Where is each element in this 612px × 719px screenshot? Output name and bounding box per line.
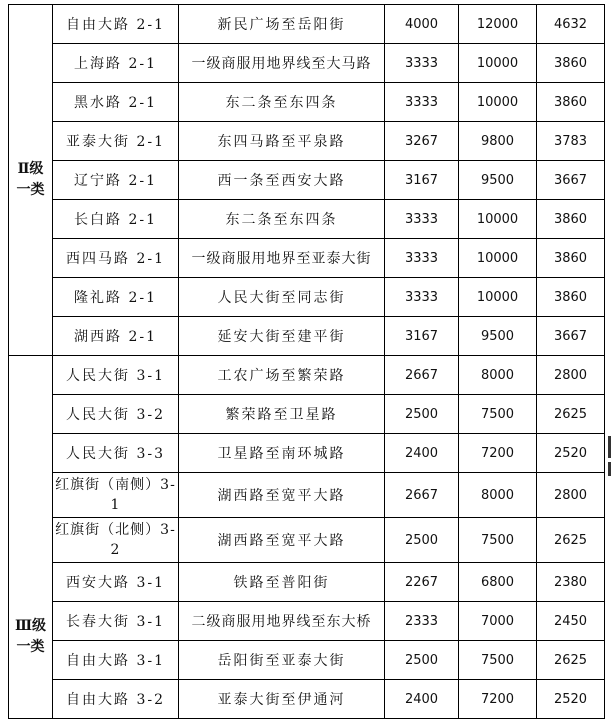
land-price-table [8, 4, 605, 719]
value-cell-2: 10000 [459, 83, 537, 122]
table-row [9, 395, 605, 434]
value-cell-2: 8000 [459, 356, 537, 395]
value-cell-2: 7500 [459, 395, 537, 434]
road-cell: 黑水路 2-1 [53, 83, 179, 122]
value-cell-3: 2800 [537, 356, 605, 395]
table-row [9, 356, 605, 395]
road-cell: 上海路 2-1 [53, 44, 179, 83]
value-cell-3: 2380 [537, 563, 605, 602]
section-cell: 西一条至西安大路 [179, 161, 385, 200]
value-cell-1: 3333 [385, 239, 459, 278]
section-cell: 繁荣路至卫星路 [179, 395, 385, 434]
section-cell: 岳阳街至亚泰大街 [179, 641, 385, 680]
value-cell-3: 3783 [537, 122, 605, 161]
table-row [9, 641, 605, 680]
value-cell-2: 10000 [459, 44, 537, 83]
road-cell: 红旗街（北侧）3-2 [53, 518, 179, 563]
road-cell: 西四马路 2-1 [53, 239, 179, 278]
section-cell: 东四马路至平泉路 [179, 122, 385, 161]
section-cell: 湖西路至宽平大路 [179, 473, 385, 518]
group-label-level-2 [9, 5, 53, 356]
value-cell-1: 3333 [385, 44, 459, 83]
value-cell-1: 2667 [385, 356, 459, 395]
table-row [9, 122, 605, 161]
value-cell-1: 2333 [385, 602, 459, 641]
value-cell-2: 7000 [459, 602, 537, 641]
section-cell: 卫星路至南环城路 [179, 434, 385, 473]
road-cell: 亚泰大街 2-1 [53, 122, 179, 161]
road-cell: 西安大路 3-1 [53, 563, 179, 602]
table-row [9, 317, 605, 356]
section-cell: 一级商服用地界至亚泰大街 [179, 239, 385, 278]
table-row [9, 473, 605, 518]
value-cell-2: 12000 [459, 5, 537, 44]
group-label-text: Ⅲ级一类 [14, 618, 47, 655]
value-cell-3: 3860 [537, 83, 605, 122]
scroll-marker[interactable] [608, 462, 611, 476]
road-cell: 人民大街 3-2 [53, 395, 179, 434]
road-cell: 自由大路 3-1 [53, 641, 179, 680]
value-cell-2: 6800 [459, 563, 537, 602]
section-cell: 一级商服用地界线至大马路 [179, 44, 385, 83]
value-cell-3: 2450 [537, 602, 605, 641]
value-cell-3: 4632 [537, 5, 605, 44]
road-cell: 辽宁路 2-1 [53, 161, 179, 200]
value-cell-2: 8000 [459, 473, 537, 518]
group-label-text: Ⅱ级一类 [16, 161, 45, 198]
section-cell: 东二条至东四条 [179, 200, 385, 239]
value-cell-2: 9500 [459, 317, 537, 356]
table-row [9, 680, 605, 719]
scroll-marker[interactable] [608, 436, 611, 458]
value-cell-1: 2500 [385, 518, 459, 563]
table-row [9, 83, 605, 122]
table-row [9, 200, 605, 239]
section-cell: 亚泰大街至伊通河 [179, 680, 385, 719]
table-row [9, 239, 605, 278]
value-cell-3: 2625 [537, 518, 605, 563]
value-cell-1: 2400 [385, 680, 459, 719]
value-cell-3: 3860 [537, 239, 605, 278]
value-cell-1: 3167 [385, 317, 459, 356]
value-cell-3: 2800 [537, 473, 605, 518]
road-cell: 长春大街 3-1 [53, 602, 179, 641]
value-cell-2: 7200 [459, 434, 537, 473]
section-cell: 铁路至普阳街 [179, 563, 385, 602]
road-cell: 人民大街 3-1 [53, 356, 179, 395]
table-row [9, 44, 605, 83]
value-cell-1: 3167 [385, 161, 459, 200]
table-row [9, 563, 605, 602]
road-cell: 自由大路 3-2 [53, 680, 179, 719]
group-label-level-3 [9, 356, 53, 719]
value-cell-1: 2500 [385, 641, 459, 680]
table-row [9, 5, 605, 44]
value-cell-3: 3667 [537, 161, 605, 200]
value-cell-1: 3333 [385, 278, 459, 317]
road-cell: 红旗街（南侧）3-1 [53, 473, 179, 518]
road-cell: 自由大路 2-1 [53, 5, 179, 44]
table-row [9, 602, 605, 641]
value-cell-3: 2625 [537, 641, 605, 680]
table-row [9, 434, 605, 473]
value-cell-2: 10000 [459, 239, 537, 278]
value-cell-2: 7500 [459, 518, 537, 563]
section-cell: 新民广场至岳阳街 [179, 5, 385, 44]
value-cell-3: 3860 [537, 44, 605, 83]
value-cell-1: 3333 [385, 200, 459, 239]
value-cell-3: 3667 [537, 317, 605, 356]
value-cell-2: 10000 [459, 200, 537, 239]
road-cell: 湖西路 2-1 [53, 317, 179, 356]
section-cell: 人民大街至同志街 [179, 278, 385, 317]
table-row [9, 518, 605, 563]
value-cell-2: 10000 [459, 278, 537, 317]
section-cell: 东二条至东四条 [179, 83, 385, 122]
table-row [9, 278, 605, 317]
value-cell-2: 7200 [459, 680, 537, 719]
value-cell-2: 9800 [459, 122, 537, 161]
value-cell-1: 2500 [385, 395, 459, 434]
value-cell-2: 9500 [459, 161, 537, 200]
section-cell: 二级商服用地界线至东大桥 [179, 602, 385, 641]
value-cell-3: 2625 [537, 395, 605, 434]
table-row [9, 161, 605, 200]
value-cell-1: 2667 [385, 473, 459, 518]
value-cell-2: 7500 [459, 641, 537, 680]
value-cell-1: 2267 [385, 563, 459, 602]
value-cell-1: 3267 [385, 122, 459, 161]
value-cell-1: 3333 [385, 83, 459, 122]
section-cell: 工农广场至繁荣路 [179, 356, 385, 395]
section-cell: 湖西路至宽平大路 [179, 518, 385, 563]
road-cell: 长白路 2-1 [53, 200, 179, 239]
road-cell: 隆礼路 2-1 [53, 278, 179, 317]
value-cell-1: 2400 [385, 434, 459, 473]
section-cell: 延安大街至建平街 [179, 317, 385, 356]
value-cell-3: 2520 [537, 434, 605, 473]
value-cell-3: 2520 [537, 680, 605, 719]
value-cell-3: 3860 [537, 278, 605, 317]
value-cell-1: 4000 [385, 5, 459, 44]
value-cell-3: 3860 [537, 200, 605, 239]
road-cell: 人民大街 3-3 [53, 434, 179, 473]
